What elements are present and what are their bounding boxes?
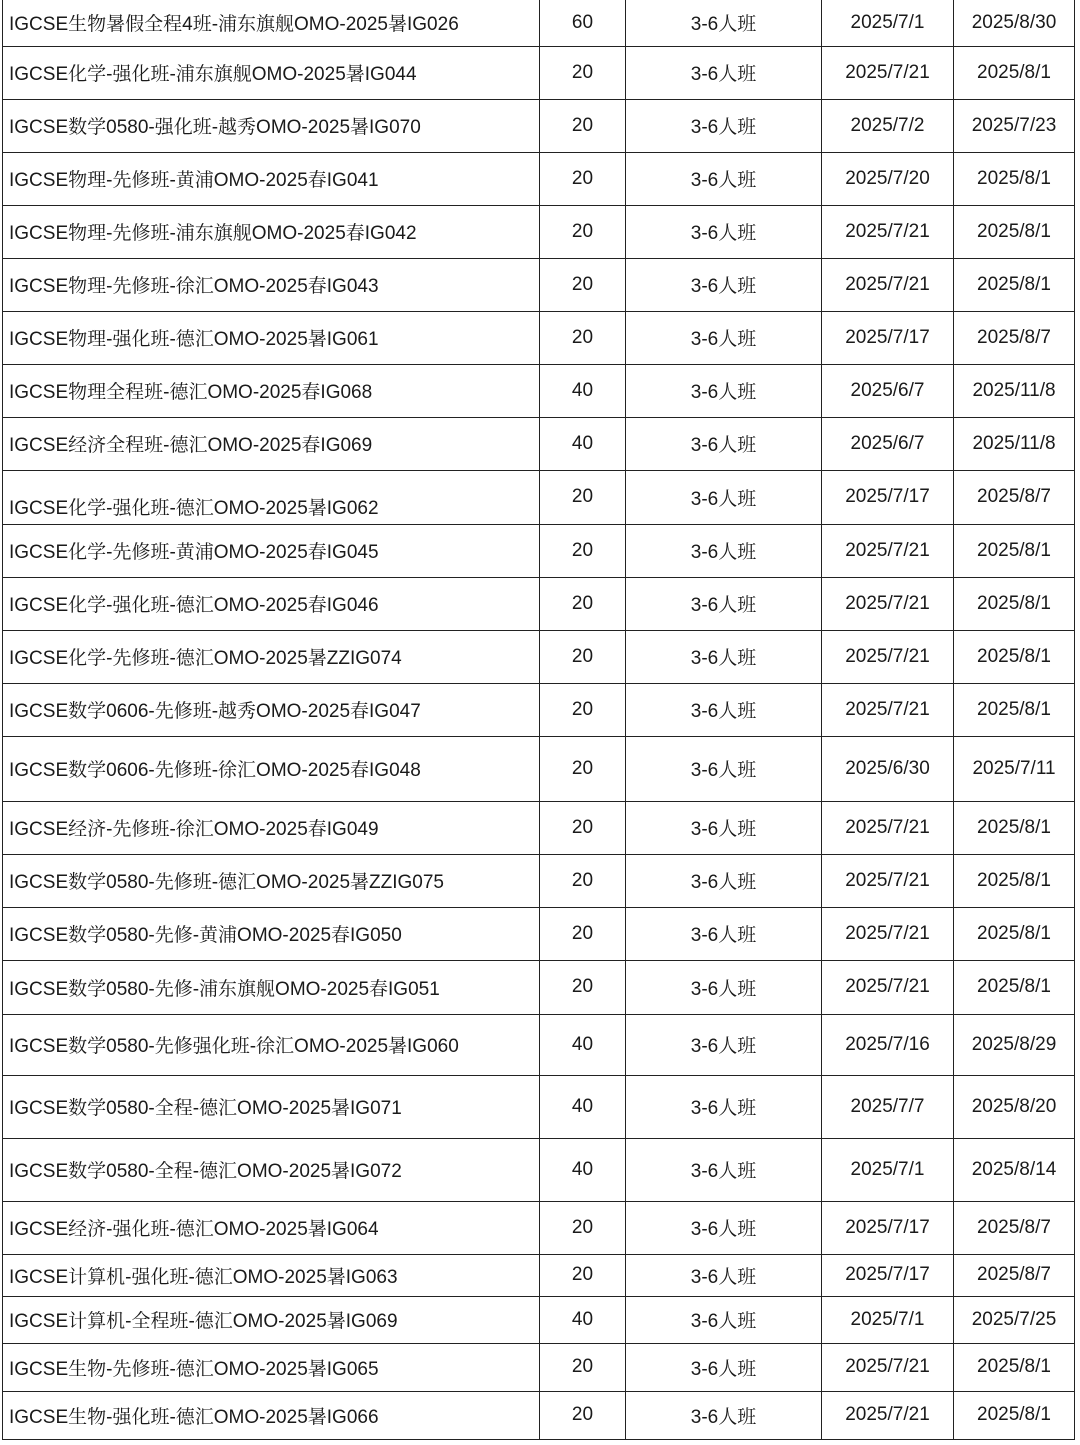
end-date: 2025/8/1	[954, 683, 1075, 736]
start-date: 2025/7/21	[822, 960, 954, 1014]
course-name: IGCSE数学0580-强化班-越秀OMO-2025暑IG070	[3, 99, 540, 152]
table-row	[3, 417, 1075, 470]
class-size: 3-6人班	[626, 364, 822, 417]
start-date: 2025/6/30	[822, 736, 954, 801]
end-date: 2025/8/30	[954, 0, 1075, 46]
end-date: 2025/7/23	[954, 99, 1075, 152]
course-name: IGCSE物理全程班-德汇OMO-2025春IG068	[3, 364, 540, 417]
course-hours: 20	[540, 907, 626, 960]
table-row	[3, 524, 1075, 577]
start-date: 2025/7/1	[822, 0, 954, 46]
end-date: 2025/8/1	[954, 854, 1075, 907]
end-date: 2025/8/1	[954, 524, 1075, 577]
end-date: 2025/8/1	[954, 205, 1075, 258]
start-date: 2025/7/1	[822, 1296, 954, 1343]
class-size: 3-6人班	[626, 960, 822, 1014]
course-name: IGCSE物理-先修班-徐汇OMO-2025春IG043	[3, 258, 540, 311]
class-size: 3-6人班	[626, 801, 822, 854]
end-date: 2025/8/1	[954, 960, 1075, 1014]
course-name: IGCSE化学-强化班-德汇OMO-2025春IG046	[3, 577, 540, 630]
table-row	[3, 258, 1075, 311]
course-hours: 20	[540, 577, 626, 630]
start-date: 2025/7/17	[822, 1254, 954, 1296]
course-name: IGCSE化学-先修班-德汇OMO-2025暑ZZIG074	[3, 630, 540, 683]
class-size: 3-6人班	[626, 736, 822, 801]
class-size: 3-6人班	[626, 630, 822, 683]
start-date: 2025/7/21	[822, 524, 954, 577]
start-date: 2025/7/21	[822, 907, 954, 960]
end-date: 2025/8/1	[954, 258, 1075, 311]
class-size: 3-6人班	[626, 311, 822, 364]
course-name: IGCSE生物暑假全程4班-浦东旗舰OMO-2025暑IG026	[3, 0, 540, 46]
table-row	[3, 1254, 1075, 1296]
class-size: 3-6人班	[626, 417, 822, 470]
start-date: 2025/7/21	[822, 801, 954, 854]
start-date: 2025/7/2	[822, 99, 954, 152]
start-date: 2025/7/21	[822, 683, 954, 736]
start-date: 2025/6/7	[822, 417, 954, 470]
end-date: 2025/7/25	[954, 1296, 1075, 1343]
class-size: 3-6人班	[626, 1391, 822, 1439]
table-row	[3, 1201, 1075, 1254]
end-date: 2025/8/7	[954, 470, 1075, 524]
table-row	[3, 854, 1075, 907]
course-hours: 40	[540, 1138, 626, 1201]
class-size: 3-6人班	[626, 152, 822, 205]
course-hours: 20	[540, 524, 626, 577]
end-date: 2025/8/1	[954, 801, 1075, 854]
class-size: 3-6人班	[626, 258, 822, 311]
course-name: IGCSE数学0606-先修班-徐汇OMO-2025春IG048	[3, 736, 540, 801]
start-date: 2025/7/17	[822, 311, 954, 364]
start-date: 2025/7/1	[822, 1138, 954, 1201]
end-date: 2025/8/1	[954, 46, 1075, 99]
table-row	[3, 1343, 1075, 1391]
start-date: 2025/7/21	[822, 630, 954, 683]
start-date: 2025/6/7	[822, 364, 954, 417]
class-size: 3-6人班	[626, 46, 822, 99]
class-size: 3-6人班	[626, 854, 822, 907]
table-row	[3, 736, 1075, 801]
class-size: 3-6人班	[626, 524, 822, 577]
course-name: IGCSE化学-强化班-浦东旗舰OMO-2025暑IG044	[3, 46, 540, 99]
start-date: 2025/7/21	[822, 205, 954, 258]
course-hours: 20	[540, 1343, 626, 1391]
course-hours: 20	[540, 99, 626, 152]
start-date: 2025/7/21	[822, 1391, 954, 1439]
class-size: 3-6人班	[626, 470, 822, 524]
end-date: 2025/8/1	[954, 630, 1075, 683]
start-date: 2025/7/17	[822, 470, 954, 524]
table-row	[3, 1138, 1075, 1201]
course-name: IGCSE数学0580-先修-浦东旗舰OMO-2025春IG051	[3, 960, 540, 1014]
class-size: 3-6人班	[626, 205, 822, 258]
table-row	[3, 1391, 1075, 1439]
end-date: 2025/8/7	[954, 1201, 1075, 1254]
start-date: 2025/7/20	[822, 152, 954, 205]
course-hours: 40	[540, 1014, 626, 1075]
table-row	[3, 1296, 1075, 1343]
table-row	[3, 470, 1075, 524]
course-name: IGCSE计算机-全程班-德汇OMO-2025暑IG069	[3, 1296, 540, 1343]
class-size: 3-6人班	[626, 1075, 822, 1138]
start-date: 2025/7/7	[822, 1075, 954, 1138]
table-row	[3, 152, 1075, 205]
end-date: 2025/8/20	[954, 1075, 1075, 1138]
course-hours: 20	[540, 960, 626, 1014]
course-hours: 20	[540, 258, 626, 311]
start-date: 2025/7/21	[822, 1343, 954, 1391]
course-hours: 20	[540, 205, 626, 258]
end-date: 2025/8/1	[954, 152, 1075, 205]
table-row	[3, 99, 1075, 152]
start-date: 2025/7/21	[822, 258, 954, 311]
end-date: 2025/8/1	[954, 1343, 1075, 1391]
table-row	[3, 364, 1075, 417]
end-date: 2025/11/8	[954, 364, 1075, 417]
course-name: IGCSE数学0580-先修强化班-徐汇OMO-2025暑IG060	[3, 1014, 540, 1075]
course-rows	[3, 0, 1075, 1439]
class-size: 3-6人班	[626, 1254, 822, 1296]
class-size: 3-6人班	[626, 577, 822, 630]
start-date: 2025/7/16	[822, 1014, 954, 1075]
class-size: 3-6人班	[626, 1201, 822, 1254]
class-size: 3-6人班	[626, 1296, 822, 1343]
course-hours: 20	[540, 311, 626, 364]
end-date: 2025/8/1	[954, 907, 1075, 960]
table-row	[3, 205, 1075, 258]
course-name: IGCSE数学0580-全程-德汇OMO-2025暑IG071	[3, 1075, 540, 1138]
course-hours: 20	[540, 1391, 626, 1439]
class-size: 3-6人班	[626, 1138, 822, 1201]
end-date: 2025/8/29	[954, 1014, 1075, 1075]
start-date: 2025/7/21	[822, 577, 954, 630]
course-hours: 20	[540, 630, 626, 683]
course-name: IGCSE经济全程班-德汇OMO-2025春IG069	[3, 417, 540, 470]
course-name: IGCSE生物-先修班-德汇OMO-2025暑IG065	[3, 1343, 540, 1391]
table-row	[3, 801, 1075, 854]
end-date: 2025/8/7	[954, 1254, 1075, 1296]
course-hours: 60	[540, 0, 626, 46]
table-row	[3, 1075, 1075, 1138]
class-size: 3-6人班	[626, 0, 822, 46]
course-hours: 20	[540, 854, 626, 907]
table-row	[3, 46, 1075, 99]
course-hours: 40	[540, 1296, 626, 1343]
table-row	[3, 960, 1075, 1014]
end-date: 2025/8/14	[954, 1138, 1075, 1201]
course-hours: 40	[540, 1075, 626, 1138]
table-row	[3, 311, 1075, 364]
course-name: IGCSE计算机-强化班-德汇OMO-2025暑IG063	[3, 1254, 540, 1296]
table-row	[3, 907, 1075, 960]
table-row	[3, 1014, 1075, 1075]
course-name: IGCSE化学-强化班-德汇OMO-2025暑IG062	[3, 470, 540, 524]
class-size: 3-6人班	[626, 99, 822, 152]
course-hours: 20	[540, 736, 626, 801]
course-schedule-table	[2, 0, 1075, 1440]
course-hours: 20	[540, 46, 626, 99]
end-date: 2025/8/1	[954, 577, 1075, 630]
table-row	[3, 683, 1075, 736]
course-name: IGCSE物理-先修班-黄浦OMO-2025春IG041	[3, 152, 540, 205]
table-row	[3, 577, 1075, 630]
table-row	[3, 0, 1075, 46]
course-hours: 40	[540, 417, 626, 470]
course-hours: 20	[540, 801, 626, 854]
course-name: IGCSE数学0580-先修班-德汇OMO-2025暑ZZIG075	[3, 854, 540, 907]
course-name: IGCSE数学0580-先修-黄浦OMO-2025春IG050	[3, 907, 540, 960]
course-name: IGCSE经济-强化班-德汇OMO-2025暑IG064	[3, 1201, 540, 1254]
end-date: 2025/8/7	[954, 311, 1075, 364]
course-hours: 20	[540, 152, 626, 205]
course-name: IGCSE生物-强化班-德汇OMO-2025暑IG066	[3, 1391, 540, 1439]
end-date: 2025/7/11	[954, 736, 1075, 801]
course-name: IGCSE数学0580-全程-德汇OMO-2025暑IG072	[3, 1138, 540, 1201]
table-row	[3, 630, 1075, 683]
course-name: IGCSE物理-强化班-德汇OMO-2025暑IG061	[3, 311, 540, 364]
course-hours: 20	[540, 1254, 626, 1296]
course-hours: 40	[540, 364, 626, 417]
course-hours: 20	[540, 683, 626, 736]
start-date: 2025/7/17	[822, 1201, 954, 1254]
course-hours: 20	[540, 470, 626, 524]
class-size: 3-6人班	[626, 683, 822, 736]
course-name: IGCSE化学-先修班-黄浦OMO-2025春IG045	[3, 524, 540, 577]
course-hours: 20	[540, 1201, 626, 1254]
start-date: 2025/7/21	[822, 854, 954, 907]
end-date: 2025/11/8	[954, 417, 1075, 470]
class-size: 3-6人班	[626, 907, 822, 960]
end-date: 2025/8/1	[954, 1391, 1075, 1439]
course-name: IGCSE物理-先修班-浦东旗舰OMO-2025春IG042	[3, 205, 540, 258]
course-name: IGCSE经济-先修班-徐汇OMO-2025春IG049	[3, 801, 540, 854]
class-size: 3-6人班	[626, 1343, 822, 1391]
class-size: 3-6人班	[626, 1014, 822, 1075]
start-date: 2025/7/21	[822, 46, 954, 99]
course-name: IGCSE数学0606-先修班-越秀OMO-2025春IG047	[3, 683, 540, 736]
